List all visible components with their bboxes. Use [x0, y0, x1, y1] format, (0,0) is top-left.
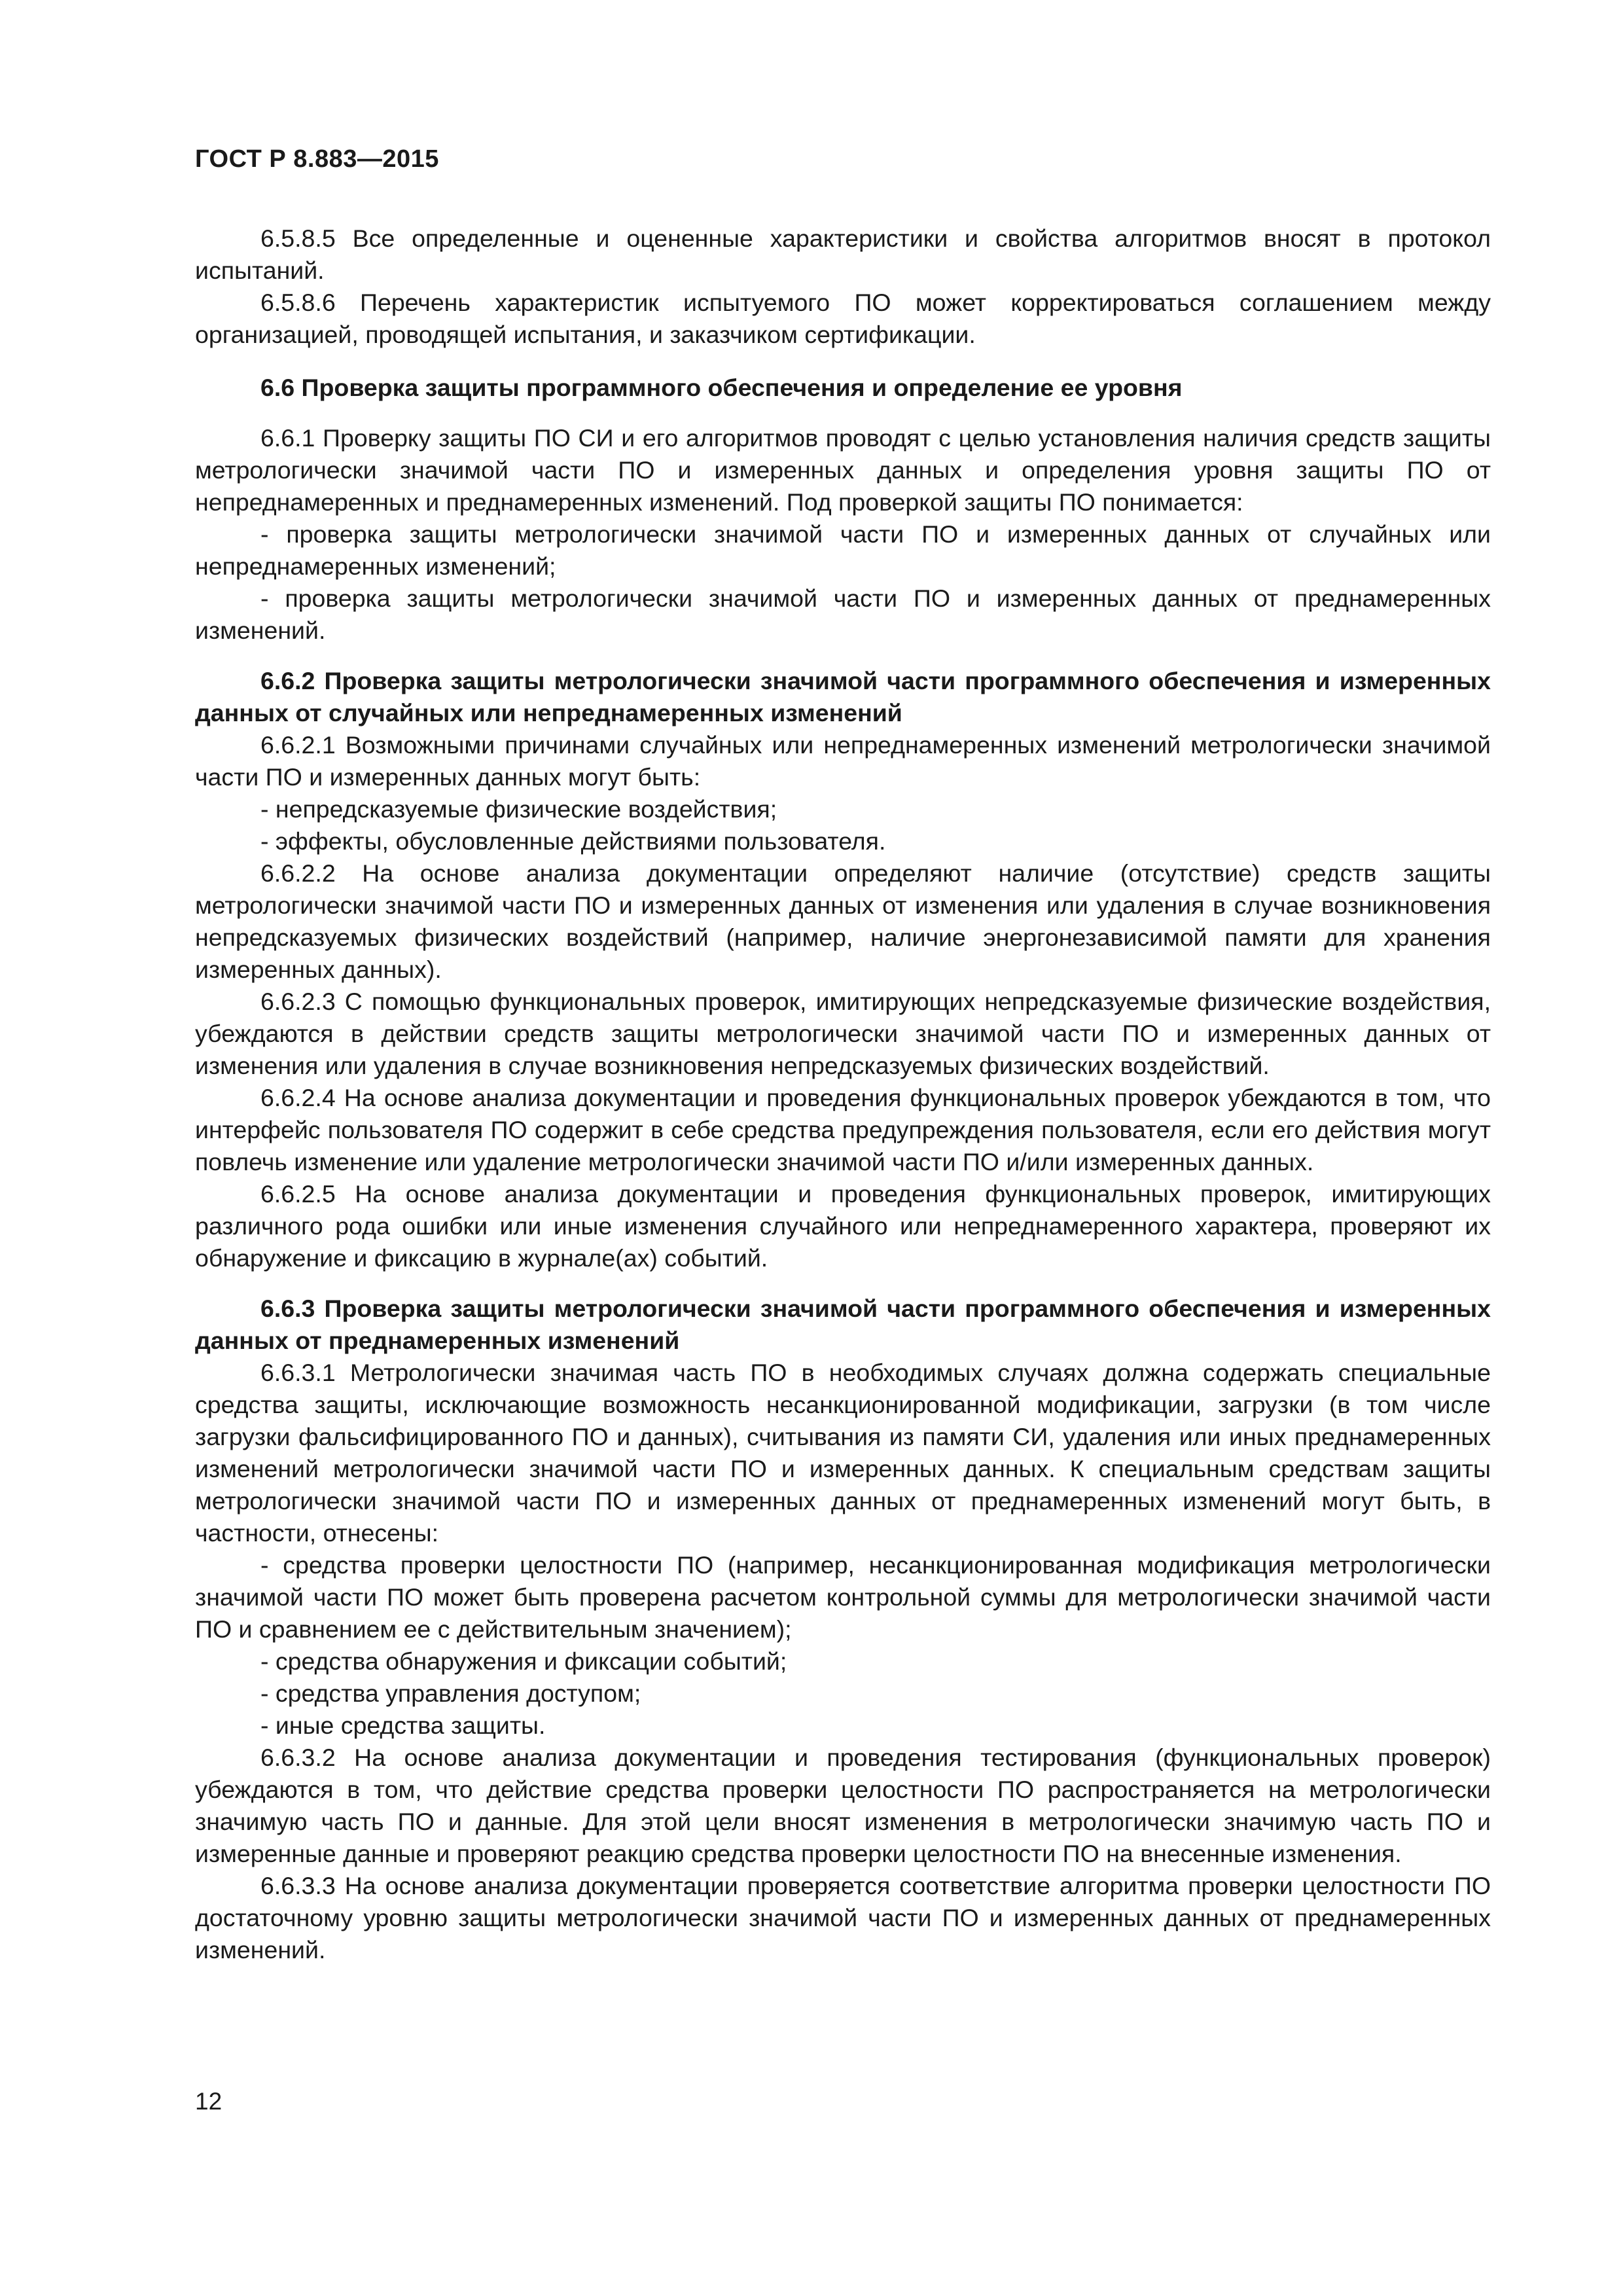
paragraph-6-6-3-1: 6.6.3.1 Метрологически значимая часть ПО в необходимых случаях должна содержать специальные средства защиты, исключающие возможность несанкционированной модификации, загрузки (в том числе загрузки фальсифицированного ПО и данных), считывания из памяти СИ, удаления или иных преднамеренных изменений метрологически значимой части ПО и измеренных данных. К специальным средствам защиты метрологически значимой части ПО и измеренных данных от преднамеренных изменений могут быть, в частности, отнесены:: [195, 1359, 1491, 1547]
paragraph-6-6-2-1: 6.6.2.1 Возможными причинами случайных или непреднамеренных изменений метрологически значимой части ПО и измеренных данных могут быть:: [195, 731, 1491, 791]
paragraph-6-6-3-3: 6.6.3.3 На основе анализа документации проверяется соответствие алгоритма проверки целостности ПО достаточному уровню защиты метрологически значимой части ПО и измеренных данных от преднамеренных изменений.: [195, 1872, 1491, 1964]
list-item-6-6-3-1-b: - средства обнаружения и фиксации событий;: [260, 1647, 787, 1675]
list-item-6-6-3-1-d: - иные средства защиты.: [260, 1712, 546, 1739]
paragraph-6-6-1: 6.6.1 Проверку защиты ПО СИ и его алгоритмов проводят с целью установления наличия средств защиты метрологически значимой части ПО и измеренных данных и определения уровня защиты ПО от непреднамеренных и преднамеренных изменений. Под проверкой защиты ПО понимается:: [195, 424, 1491, 516]
list-item-6-6-1-a: - проверка защиты метрологически значимой части ПО и измеренных данных от случайных или непреднамеренных изменений;: [195, 520, 1491, 580]
paragraph-6-6-2-4: 6.6.2.4 На основе анализа документации и проведения функциональных проверок убеждаются в том, что интерфейс пользователя ПО содержит в себе средства предупреждения пользователя, если его действия могут повлечь изменение или удаление метрологически значимой части ПО и/или измеренных данных.: [195, 1084, 1491, 1175]
heading-6-6-2: 6.6.2 Проверка защиты метрологически значимой части программного обеспечения и измеренных данных от случайных или непреднамеренных изменений: [195, 667, 1491, 726]
list-item-6-6-3-1-a: - средства проверки целостности ПО (например, несанкционированная модификация метрологически значимой части ПО может быть проверена расчетом контрольной суммы для метрологически значимой части ПО и сравнением ее с действительным значением);: [195, 1551, 1491, 1643]
list-item-6-6-3-1-c: - средства управления доступом;: [260, 1679, 641, 1707]
heading-6-6-3: 6.6.3 Проверка защиты метрологически значимой части программного обеспечения и измеренных данных от преднамеренных изменений: [195, 1295, 1491, 1354]
paragraph-6-6-2-5: 6.6.2.5 На основе анализа документации и проведения функциональных проверок, имитирующих различного рода ошибки или иные изменения случайного или непреднамеренного характера, проверяют их обнаружение и фиксацию в журнале(ах) событий.: [195, 1180, 1491, 1272]
heading-6-6: 6.6 Проверка защиты программного обеспечения и определение ее уровня: [260, 374, 1183, 401]
paragraph-6-5-8-6: 6.5.8.6 Перечень характеристик испытуемого ПО может корректироваться соглашением между организацией, проводящей испытания, и заказчиком сертификации.: [195, 289, 1491, 348]
paragraph-6-5-8-5: 6.5.8.5 Все определенные и оцененные характеристики и свойства алгоритмов вносят в протокол испытаний.: [195, 224, 1491, 284]
list-item-6-6-2-1-a: - непредсказуемые физические воздействия;: [260, 795, 777, 823]
paragraph-6-6-2-2: 6.6.2.2 На основе анализа документации определяют наличие (отсутствие) средств защиты метрологически значимой части ПО и измеренных данных от изменения или удаления в случае возникновения непредсказуемых физических воздействий (например, наличие энергонезависимой памяти для хранения измеренных данных).: [195, 859, 1491, 983]
standard-designation: ГОСТ Р 8.883—2015: [195, 145, 439, 173]
document-body: [195, 223, 1491, 1966]
page-number: 12: [195, 2088, 223, 2115]
paragraph-6-6-3-2: 6.6.3.2 На основе анализа документации и проведения тестирования (функциональных проверок) убеждаются в том, что действие средства проверки целостности ПО распространяется на метрологически значимую часть ПО и данные. Для этой цели вносят изменения в метрологически значимую часть ПО и измеренные данные и проверяют реакцию средства проверки целостности ПО на внесенные изменения.: [195, 1744, 1491, 1867]
list-item-6-6-2-1-b: - эффекты, обусловленные действиями пользователя.: [260, 827, 886, 855]
list-item-6-6-1-b: - проверка защиты метрологически значимой части ПО и измеренных данных от преднамеренных изменений.: [195, 584, 1491, 644]
paragraph-6-6-2-3: 6.6.2.3 С помощью функциональных проверок, имитирующих непредсказуемые физические воздействия, убеждаются в действии средств защиты метрологически значимой части ПО и измеренных данных от изменения или удаления в случае возникновения непредсказуемых физических воздействий.: [195, 988, 1491, 1079]
